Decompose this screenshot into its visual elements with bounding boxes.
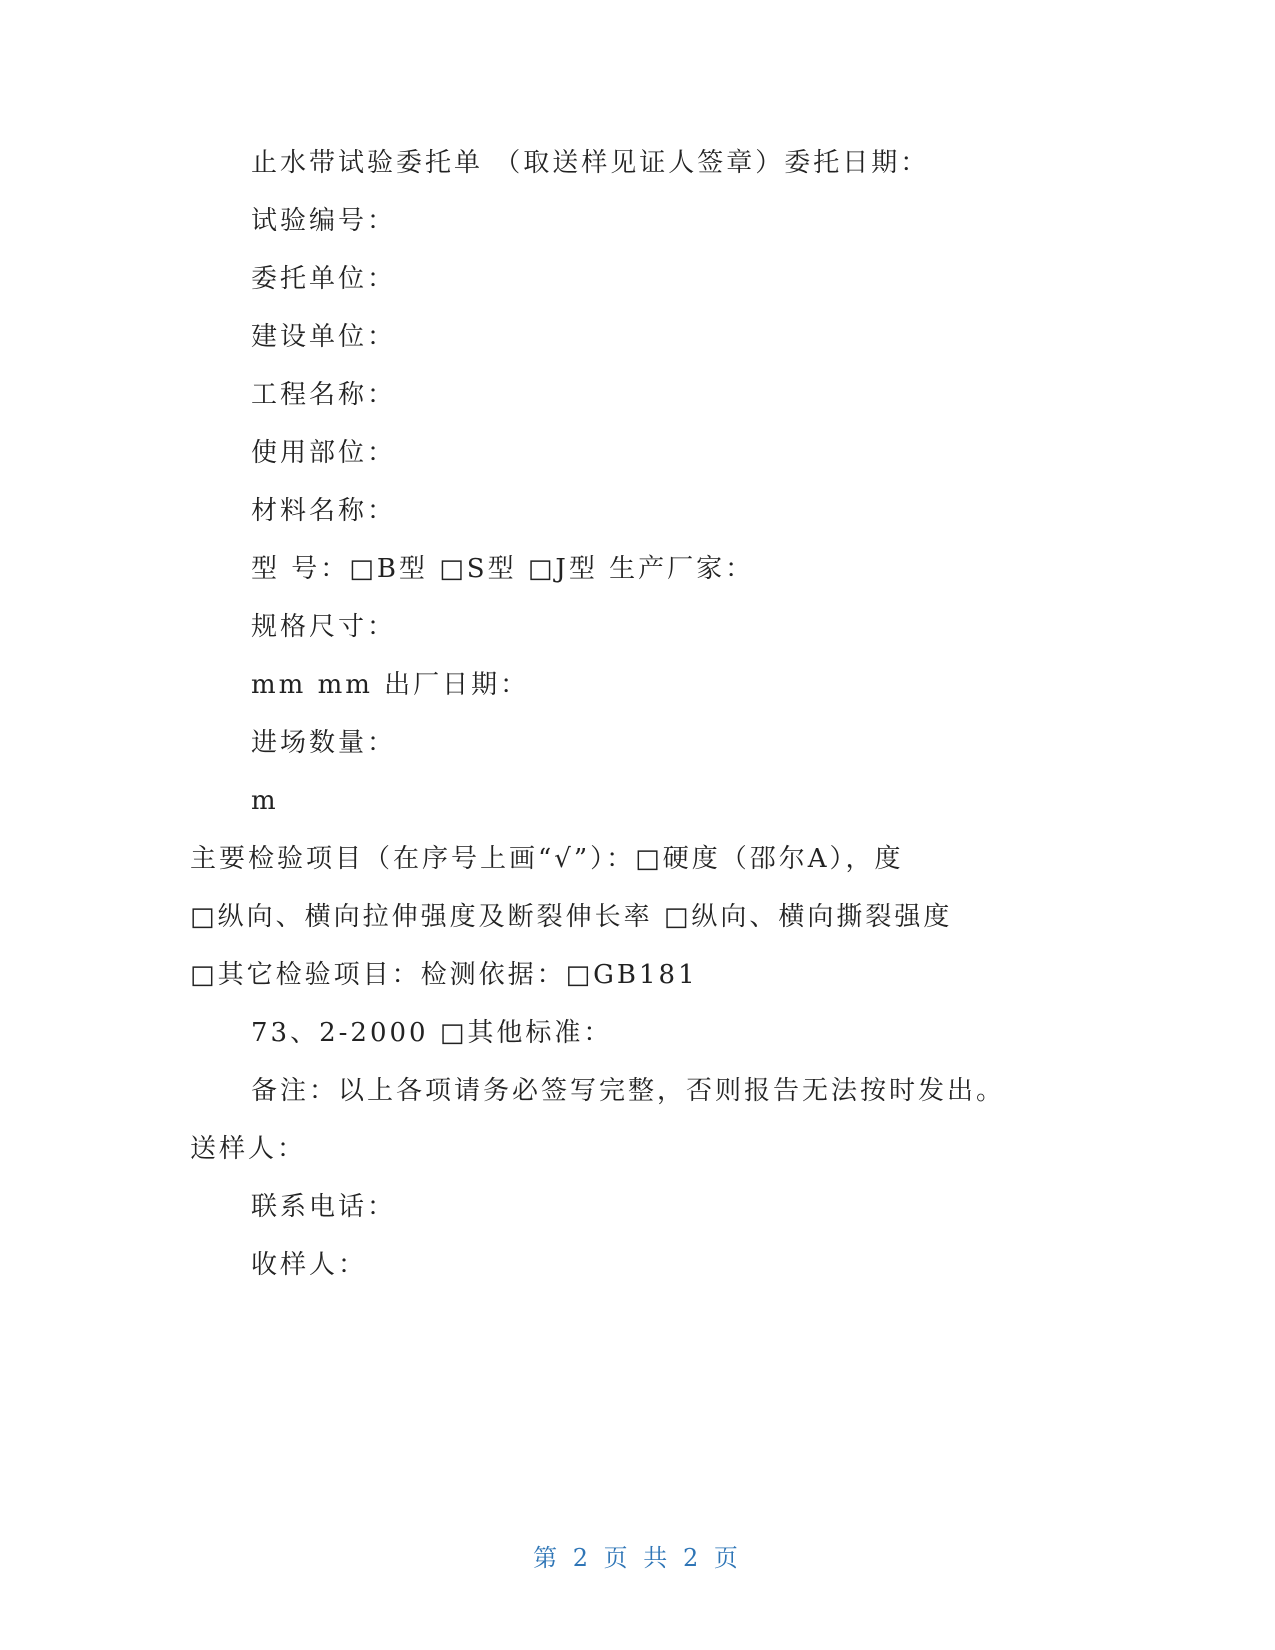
construction-unit-field: 建设单位： [251,322,397,352]
specification-size-field: 规格尺寸： [251,612,397,642]
usage-location-field: 使用部位： [251,438,397,468]
standard-continuation-line: 73、2-2000 □其他标准： [251,1018,613,1048]
test-number-field: 试验编号： [251,206,397,236]
remarks-line: 备注：以上各项请务必签写完整，否则报告无法按时发出。 [251,1076,1006,1106]
quantity-unit: m [251,786,279,816]
main-test-items-line: 主要检验项目（在序号上画“√”）：□硬度（邵尔A），度 [190,844,904,874]
arrival-quantity-field: 进场数量： [251,728,397,758]
phone-field: 联系电话： [251,1192,397,1222]
model-type-field: 型 号：□B型 □S型 □J型 生产厂家： [251,554,755,584]
sender-field: 送样人： [190,1134,307,1164]
client-unit-field: 委托单位： [251,264,397,294]
tensile-tear-items-line: □纵向、横向拉伸强度及断裂伸长率 □纵向、横向撕裂强度 [190,902,953,932]
receiver-field: 收样人： [251,1250,368,1280]
material-name-field: 材料名称： [251,496,397,526]
page-number-footer: 第 2 页 共 2 页 [533,1544,742,1572]
project-name-field: 工程名称： [251,380,397,410]
other-items-basis-line: □其它检验项目：检测依据：□GB181 [190,960,698,990]
form-title-line: 止水带试验委托单 （取送样见证人签章）委托日期： [251,148,930,178]
factory-date-field: mm mm 出厂日期： [251,670,530,700]
